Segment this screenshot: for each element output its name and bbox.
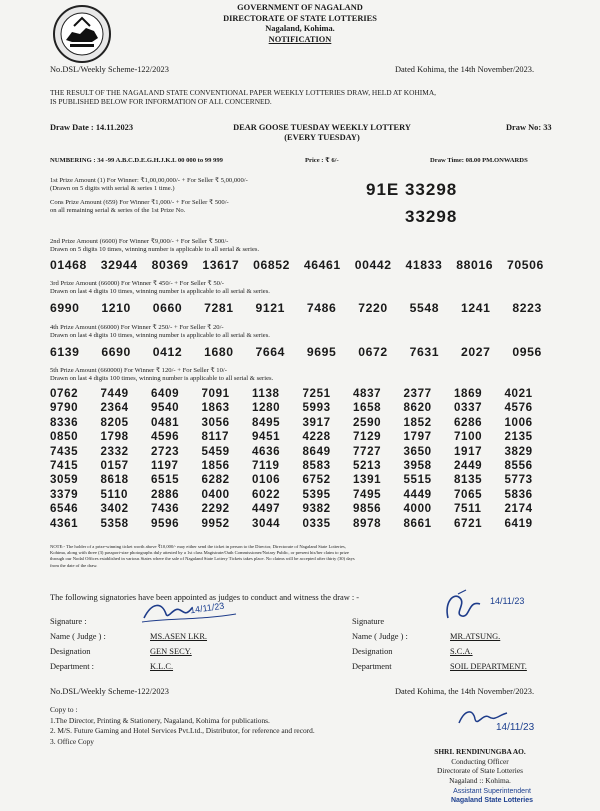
- ticket-price: Price : ₹ 6/-: [305, 157, 339, 164]
- prize-number: 1241: [461, 301, 491, 315]
- draw-date: Draw Date : 14.11.2023: [50, 123, 134, 132]
- prize-number: 1917: [454, 444, 483, 458]
- fourth-prize-numbers: [50, 345, 542, 359]
- prize-number: 06852: [253, 258, 291, 272]
- prize-number: 0956: [512, 345, 542, 359]
- cons-prize-line-1: Cons Prize Amount (659) For Winner ₹1,000/- + For Seller ₹ 500/-: [50, 199, 229, 206]
- prize-number: 8205: [100, 415, 129, 429]
- prize-number: 0337: [454, 401, 483, 415]
- prize-number: 13617: [202, 258, 240, 272]
- prize-number: 7631: [409, 345, 440, 359]
- header-line-3: Nagaland, Kohima.: [265, 24, 335, 33]
- prize-number: 6022: [252, 487, 281, 501]
- left-name-label: Name ( Judge ) :: [50, 632, 106, 641]
- prize-number: 7119: [252, 459, 280, 473]
- intro-line-1: THE RESULT OF THE NAGALAND STATE CONVENTIONAL PAPER WEEKLY LOTTERIES DRAW, HELD AT KOHIMA,: [50, 88, 437, 97]
- note-text: [50, 544, 555, 569]
- prize-number: 8556: [504, 459, 533, 473]
- prize-number: 3829: [504, 444, 533, 458]
- header-notification: NOTIFICATION: [268, 34, 332, 44]
- prize-number: 3379: [50, 487, 79, 501]
- prize-number: 8978: [353, 516, 382, 530]
- prize-number: 6990: [50, 301, 80, 315]
- conducting-officer-block: [400, 747, 560, 785]
- prize-number: 2027: [461, 345, 491, 359]
- prize-number: 4228: [302, 430, 331, 444]
- prize-number: 7664: [255, 345, 286, 359]
- stamp-line-1: Assistant Superintendent: [453, 788, 531, 795]
- left-department: K.L.C.: [150, 662, 174, 671]
- prize-number: 7220: [358, 301, 388, 315]
- prize-number: 8495: [252, 415, 281, 429]
- copy-to-item: 1.The Director, Printing & Stationery, Nagaland, Kohima for publications.: [50, 715, 270, 725]
- lottery-title: [222, 123, 422, 143]
- prize-number: 3958: [403, 459, 432, 473]
- officer-place: Nagaland :: Kohima.: [449, 775, 511, 785]
- prize-number: 9451: [252, 430, 281, 444]
- draw-number: Draw No: 33: [506, 123, 552, 132]
- first-prize-text: [50, 177, 350, 193]
- prize-number: 1391: [353, 473, 382, 487]
- prize-number: 1798: [100, 430, 129, 444]
- prize-number: 7100: [454, 430, 483, 444]
- prize-number: 4837: [353, 387, 382, 400]
- prize-number: 0672: [358, 345, 388, 359]
- prize-number: 8135: [454, 473, 483, 487]
- prize-number: 80369: [151, 258, 189, 272]
- prize-number: 0762: [50, 387, 79, 400]
- officer-directorate: Directorate of State Lotteries: [437, 766, 523, 776]
- prize-number: 0400: [201, 487, 230, 501]
- prize-number: 2590: [353, 415, 382, 429]
- reference-date: Dated Kohima, the 14th November/2023.: [395, 65, 535, 74]
- prize-number: 7495: [353, 487, 382, 501]
- copy-to-list: [50, 705, 315, 747]
- fifth-prize-text: [50, 367, 550, 383]
- prize-number: 8620: [403, 401, 432, 415]
- right-name-label: Name ( Judge ) :: [352, 632, 408, 641]
- prize-number: 0481: [151, 415, 180, 429]
- prize-number: 1138: [252, 387, 280, 400]
- prize-number: 6752: [302, 473, 331, 487]
- prize-number: 4636: [252, 444, 281, 458]
- prize-number: 9540: [151, 401, 180, 415]
- prize-number: 0412: [152, 345, 183, 359]
- draw-time: Draw Time: 08.00 PM.ONWARDS: [430, 157, 528, 164]
- left-signature-label: Signature :: [50, 617, 87, 626]
- footer-date: Dated Kohima, the 14th November/2023.: [395, 687, 535, 696]
- third-prize-numbers: [50, 301, 542, 315]
- prize-number: 1658: [353, 401, 382, 415]
- prize-number: 6721: [454, 516, 483, 530]
- prize-number: 3044: [252, 516, 281, 530]
- prize-number: 6419: [504, 516, 533, 530]
- prize-number: 46461: [303, 258, 341, 272]
- prize-number: 3056: [201, 415, 230, 429]
- prize-number: 7091: [201, 387, 230, 400]
- second-prize-line-2: Drawn on 5 digits 10 times, winning number is applicable to all serial & series.: [50, 246, 260, 253]
- prize-number: 7251: [302, 387, 331, 400]
- cons-prize-text: [50, 199, 350, 215]
- cons-prize-line-2: on all remaining serial & series of the 1st Prize No.: [50, 207, 186, 214]
- prize-number: 7436: [151, 502, 180, 516]
- prize-number: 6286: [454, 415, 483, 429]
- copy-to-item: 2. M/S. Future Gaming and Hotel Services Pvt.Ltd., Distributor, for reference and record.: [50, 726, 315, 735]
- prize-number: 2886: [151, 487, 180, 501]
- lottery-title-line-2: (EVERY TUESDAY): [284, 133, 360, 142]
- prize-number: 7415: [50, 459, 79, 473]
- prize-number: 3650: [403, 444, 432, 458]
- prize-number: 2292: [201, 502, 230, 516]
- prize-number: 6546: [50, 502, 79, 516]
- numbering: NUMBERING : 34 -99 A.B.C.D.E.G.H.J.K.L 00 000 to 99 999: [50, 157, 223, 164]
- prize-number: 2332: [100, 444, 129, 458]
- right-department-label: Department: [352, 662, 392, 671]
- prize-number: 7486: [306, 301, 337, 315]
- officer-name: SHRI. RENDINUNGBA AO.: [434, 747, 526, 756]
- prize-number: 2135: [504, 430, 533, 444]
- third-prize-line-1: 3rd Prize Amount (66000) For Winner ₹ 450/- + For Seller ₹ 50/-: [50, 280, 224, 287]
- prize-number: 1680: [204, 345, 234, 359]
- lottery-title-line-1: DEAR GOOSE TUESDAY WEEKLY LOTTERY: [233, 123, 411, 132]
- prize-number: 5213: [353, 459, 382, 473]
- prize-number: 0157: [100, 459, 129, 473]
- second-prize-numbers: [50, 258, 544, 272]
- right-signature-label: Signature: [352, 617, 385, 626]
- note-line-4: from the date of the draw.: [50, 562, 98, 568]
- intro-text: [50, 88, 570, 106]
- prize-number: 9856: [353, 502, 382, 516]
- prize-number: 7511: [454, 502, 482, 516]
- prize-number: 3059: [50, 473, 79, 487]
- prize-number: 1856: [201, 459, 230, 473]
- prize-number: 6139: [50, 345, 80, 359]
- fifth-prize-line-2: Drawn on last 4 digits 100 times, winning number is applicable to all serial & series.: [50, 375, 274, 382]
- prize-number: 4497: [252, 502, 281, 516]
- right-designation: S.C.A.: [450, 647, 473, 656]
- prize-number: 5548: [409, 301, 440, 315]
- left-department-label: Department :: [50, 662, 94, 671]
- prize-number: 7435: [50, 444, 79, 458]
- prize-number: 5459: [201, 444, 230, 458]
- prize-number: 9121: [255, 301, 286, 315]
- officer-signature-date: 14/11/23: [496, 722, 535, 733]
- fourth-prize-text: [50, 324, 550, 340]
- prize-number: 41833: [405, 258, 443, 272]
- prize-number: 5993: [302, 401, 331, 415]
- prize-number: 9790: [50, 401, 79, 415]
- prize-number: 1863: [201, 401, 230, 415]
- second-prize-text: [50, 238, 550, 254]
- prize-number: 6515: [151, 473, 180, 487]
- prize-number: 8661: [403, 516, 432, 530]
- official-stamp: [422, 788, 562, 805]
- header-line-2: DIRECTORATE OF STATE LOTTERIES: [223, 13, 377, 23]
- header-line-1: GOVERNMENT OF NAGALAND: [237, 3, 363, 12]
- prize-number: 00442: [354, 258, 392, 272]
- prize-number: 8117: [201, 430, 230, 444]
- prize-number: 2174: [504, 502, 533, 516]
- prize-number: 5836: [504, 487, 533, 501]
- prize-number: 8649: [302, 444, 331, 458]
- prize-number: 0850: [50, 430, 79, 444]
- cons-prize-number: 33298: [405, 207, 458, 226]
- fourth-prize-line-2: Drawn on last 4 digits 10 times, winning number is applicable to all serial & series.: [50, 332, 270, 339]
- footer-reference: No.DSL/Weekly Scheme-122/2023: [50, 687, 169, 696]
- copy-to-label: Copy to :: [50, 705, 78, 714]
- prize-number: 6282: [201, 473, 230, 487]
- prize-number: 1006: [504, 415, 533, 429]
- header: [200, 3, 400, 45]
- prize-number: 5773: [504, 473, 533, 487]
- prize-number: 70506: [507, 258, 544, 272]
- prize-number: 2377: [403, 387, 432, 400]
- prize-number: 3917: [302, 415, 331, 429]
- prize-number: 1869: [454, 387, 483, 400]
- state-emblem-logo: [52, 4, 112, 64]
- prize-number: 8618: [100, 473, 129, 487]
- prize-number: 9952: [201, 516, 230, 530]
- prize-number: 1197: [151, 459, 179, 473]
- prize-number: 0660: [152, 301, 183, 315]
- prize-number: 9695: [306, 345, 337, 359]
- prize-number: 4361: [50, 516, 79, 530]
- prize-number: 8223: [512, 301, 542, 315]
- first-prize-line-2: (Drawn on 5 digits with serial & series 1 time.): [50, 185, 175, 192]
- fifth-prize-numbers: [50, 387, 555, 531]
- fifth-prize-line-1: 5th Prize Amount (660000) For Winner ₹ 120/- + For Seller ₹ 10/-: [50, 367, 227, 374]
- prize-number: 9596: [151, 516, 180, 530]
- prize-number: 9382: [302, 502, 331, 516]
- prize-number: 4576: [504, 401, 533, 415]
- prize-number: 4021: [504, 387, 533, 400]
- first-prize-line-1: 1st Prize Amount (1) For Winner: ₹1,00,00,000/- + For Seller ₹ 5,00,000/-: [50, 177, 248, 184]
- right-designation-label: Designation: [352, 647, 393, 656]
- prize-number: 7449: [100, 387, 129, 400]
- prize-number: 01468: [50, 258, 87, 272]
- left-designation: GEN SECY.: [150, 647, 192, 656]
- officer-role: Conducting Officer: [451, 756, 509, 766]
- left-judge-name: MS.ASEN LKR.: [150, 632, 208, 641]
- prize-number: 5358: [100, 516, 129, 530]
- prize-number: 4596: [151, 430, 180, 444]
- fourth-prize-line-1: 4th Prize Amount (66000) For Winner ₹ 250/- + For Seller ₹ 20/-: [50, 324, 224, 331]
- prize-number: 2723: [151, 444, 180, 458]
- third-prize-text: [50, 280, 550, 296]
- first-prize-winner: 91E 33298: [366, 180, 458, 199]
- prize-number: 2449: [454, 459, 483, 473]
- prize-number: 0335: [302, 516, 331, 530]
- prize-number: 1280: [252, 401, 281, 415]
- prize-number: 5395: [302, 487, 331, 501]
- prize-number: 7727: [353, 444, 382, 458]
- prize-number: 88016: [456, 258, 494, 272]
- note-line-2: Kohima, along with three (3) passport-size photographs duly attested by a 1st class Magistrate/Oath Commissioner/Notary Public, or present his/her claim to prize: [50, 550, 349, 556]
- prize-number: 32944: [100, 258, 138, 272]
- prize-number: 5515: [403, 473, 432, 487]
- prize-number: 8583: [302, 459, 331, 473]
- prize-number: 1797: [403, 430, 432, 444]
- prize-number: 0106: [252, 473, 281, 487]
- prize-number: 7129: [353, 430, 382, 444]
- prize-number: 4449: [403, 487, 432, 501]
- left-signature-date: 14/11/23: [189, 600, 225, 616]
- right-judge-signature: [440, 588, 490, 624]
- prize-number: 6690: [101, 345, 131, 359]
- right-signature-date: 14/11/23: [490, 596, 525, 606]
- prize-number: 3402: [100, 502, 129, 516]
- second-prize-line-1: 2nd Prize Amount (6600) For Winner ₹9,000/- + For Seller ₹ 500/-: [50, 238, 229, 245]
- reference-number: No.DSL/Weekly Scheme-122/2023: [50, 65, 169, 74]
- copy-to-item: 3. Office Copy: [50, 736, 94, 746]
- intro-line-2: IS PUBLISHED BELOW FOR INFORMATION OF ALL CONCERNED.: [50, 97, 272, 106]
- signatories-intro: The following signatories have been appointed as judges to conduct and witness the draw : -: [50, 593, 360, 602]
- note-line-3: through our Nodal Offices established in various States where the sale of Nagaland State Lottery Tickets takes place. No claims will be accepted after thirty (30) days: [50, 556, 355, 562]
- stamp-line-2: Nagaland State Lotteries: [450, 796, 534, 804]
- note-line-1: NOTE:- The holder of a prize-winning ticket worth above ₹10,000/- may either send the ticket in person to the Director, Directorate of Nagaland State Lotteries,: [50, 544, 346, 549]
- prize-number: 1210: [101, 301, 131, 315]
- prize-number: 4000: [403, 502, 432, 516]
- left-designation-label: Designation: [50, 647, 91, 656]
- prize-number: 6409: [151, 387, 180, 400]
- prize-number: 1852: [403, 415, 432, 429]
- prize-number: 5110: [100, 487, 129, 501]
- prize-number: 7281: [204, 301, 234, 315]
- prize-number: 2364: [100, 401, 129, 415]
- right-department: SOIL DEPARTMENT.: [450, 662, 527, 671]
- right-judge-name: MR.ATSUNG.: [450, 632, 501, 641]
- prize-number: 7065: [454, 487, 483, 501]
- prize-number: 8336: [50, 415, 79, 429]
- third-prize-line-2: Drawn on last 4 digits 10 times, winning number is applicable to all serial & series.: [50, 288, 270, 295]
